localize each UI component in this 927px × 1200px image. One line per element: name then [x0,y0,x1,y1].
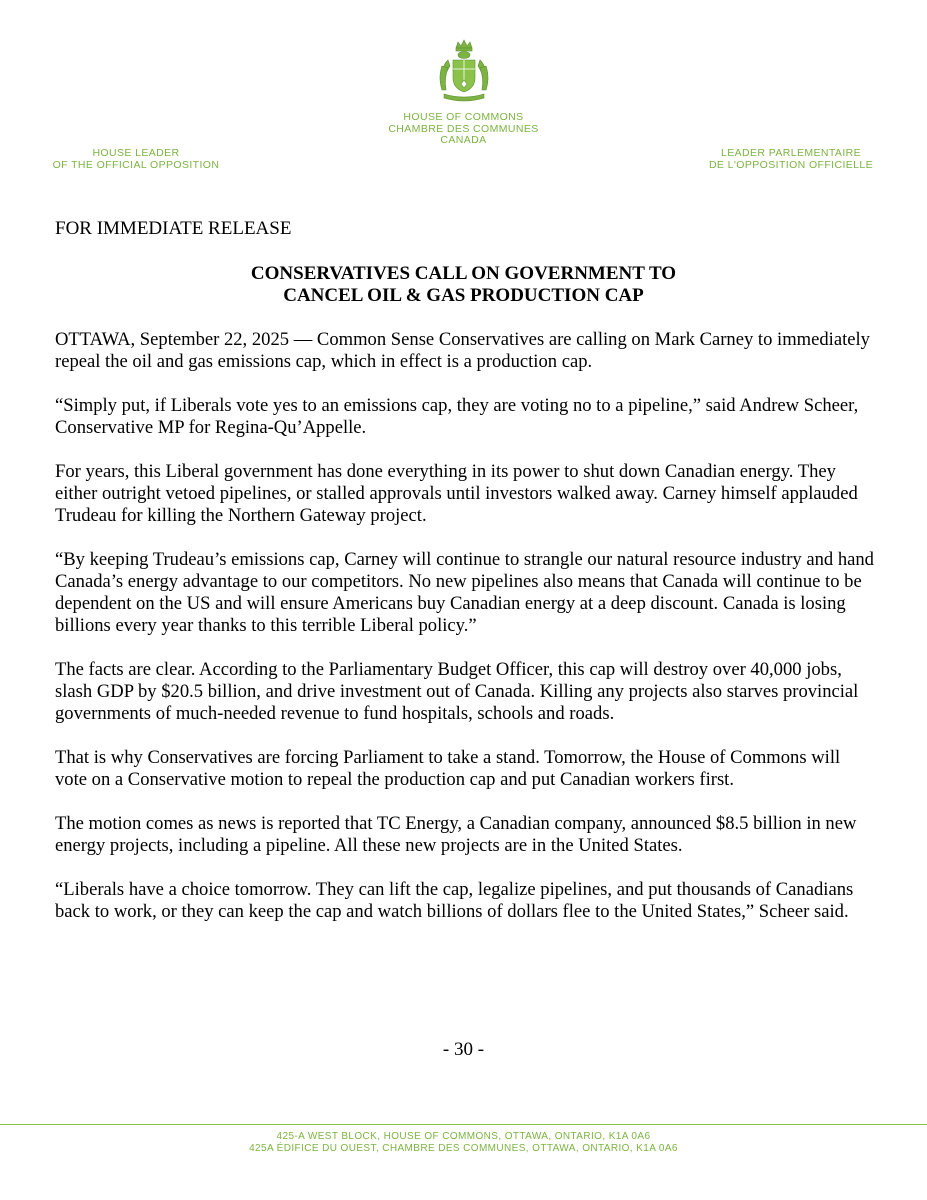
paragraph-quote-scheer: “Simply put, if Liberals vote yes to an emissions cap, they are voting no to a pipeline,” said Andrew Scheer, Conservative MP for Regina-Qu’Appelle. [55,395,859,438]
headline [0,263,927,307]
headline-line-2: CANCEL OIL & GAS PRODUCTION CAP [283,285,644,306]
footer-divider [0,1124,927,1125]
footer-address [0,1131,927,1154]
letterhead-house-leader: HOUSE LEADER [92,147,180,159]
letterhead-house-of-commons: HOUSE OF COMMONS [403,111,524,123]
letterhead-center [0,112,927,147]
paragraph-motion: That is why Conservatives are forcing Parliament to take a stand. Tomorrow, the House of Commons will vote on a Conservative motion to repeal the production cap and put Canadian workers first. [55,747,841,790]
canada-coat-of-arms-icon [434,36,494,106]
paragraph-facts: The facts are clear. According to the Parliamentary Budget Officer, this cap will destroy over 40,000 jobs, slash GDP by $20.5 billion, and drive investment out of Canada. Killing any projects also starves provincial governments of much-needed revenue to fund hospitals, schools and roads. [55,659,859,724]
paragraph-dateline: OTTAWA, September 22, 2025 — Common Sense Conservatives are calling on Mark Carney to immediately repeal the oil and gas emissions cap, which in effect is a production cap. [55,329,870,372]
letterhead-left [30,148,242,171]
letterhead-official-opposition: OF THE OFFICIAL OPPOSITION [52,158,220,171]
release-label: FOR IMMEDIATE RELEASE [55,218,292,239]
letterhead-chambre-des-communes: CHAMBRE DES COMMUNES [388,122,539,135]
paragraph-quote-cap: “By keeping Trudeau’s emissions cap, Carney will continue to strangle our natural resource industry and hand Canada’s energy advantage to our competitors. No new pipelines also means that Canada will continue to be dependent on the US and will ensure Americans buy Canadian energy at a deep discount. Canada is losing billions every year thanks to this terrible Liberal policy.” [55,549,874,636]
paragraph-closing-quote: “Liberals have a choice tomorrow. They can lift the cap, legalize pipelines, and put thousands of Canadians back to work, or they can keep the cap and watch billions of dollars flee to the United States,” Scheer said. [55,879,854,922]
paragraph-background: For years, this Liberal government has done everything in its power to shut down Canadian energy. They either outright vetoed pipelines, or stalled approvals until investors walked away. Carney himself applauded Trudeau for killing the Northern Gateway project. [55,461,858,526]
end-marker: - 30 - [442,1039,485,1060]
footer-address-french: 425A ÉDIFICE DU OUEST, CHAMBRE DES COMMUNES, OTTAWA, ONTARIO, K1A 0A6 [249,1142,678,1154]
paragraph-tc-energy: The motion comes as news is reported that TC Energy, a Canadian company, announced $8.5 billion in new energy projects, including a pipeline. All these new projects are in the United States. [55,813,857,856]
letterhead-opposition-officielle: DE L'OPPOSITION OFFICIELLE [708,158,874,171]
release-body [55,329,875,945]
letterhead-canada: CANADA [440,134,487,146]
footer-address-english: 425-A WEST BLOCK, HOUSE OF COMMONS, OTTAWA, ONTARIO, K1A 0A6 [276,1131,651,1142]
letterhead-leader-parlementaire: LEADER PARLEMENTAIRE [720,147,862,159]
letterhead-right [688,148,894,171]
headline-line-1: CONSERVATIVES CALL ON GOVERNMENT TO [250,263,677,284]
